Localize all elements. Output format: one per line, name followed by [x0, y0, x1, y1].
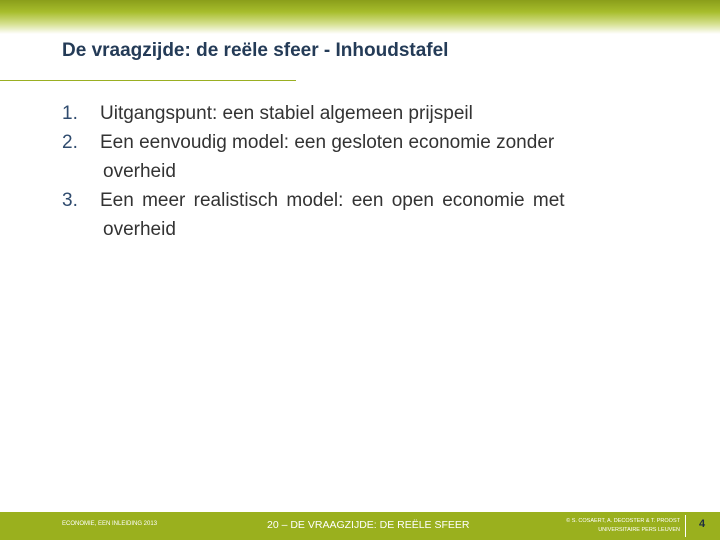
toc-item-continuation: overheid — [103, 219, 176, 240]
page-number: 4 — [698, 518, 706, 530]
title-divider — [0, 80, 296, 81]
table-of-contents — [62, 99, 662, 244]
toc-item-text: Een meer realistisch model: een open economie met — [100, 190, 565, 211]
toc-item-number: 2. — [62, 132, 78, 153]
toc-item-1 — [62, 99, 662, 128]
footer-divider — [685, 515, 686, 537]
toc-item-3 — [62, 186, 662, 244]
toc-item-text: Uitgangspunt: een stabiel algemeen prijspeil — [100, 103, 473, 124]
toc-item-continuation: overheid — [103, 161, 176, 182]
toc-item-number: 3. — [62, 190, 78, 211]
footer-copyright-publisher: UNIVERSITAIRE PERS LEUVEN — [598, 527, 680, 533]
footer-chapter-title: 20 – DE VRAAGZIJDE: DE REËLE SFEER — [267, 519, 470, 531]
slide-title: De vraagzijde: de reële sfeer - Inhoudstafel — [62, 40, 449, 61]
toc-item-text: Een eenvoudig model: een gesloten economie zonder — [100, 132, 555, 153]
footer-copyright — [520, 517, 680, 535]
header-band — [0, 0, 720, 34]
toc-item-2 — [62, 128, 662, 186]
footer-copyright-authors: © S. COSAERT, A. DECOSTER & T. PROOST — [566, 518, 680, 524]
footer-bar — [0, 512, 720, 540]
toc-item-number: 1. — [62, 103, 78, 124]
footer-course-title: ECONOMIE, EEN INLEIDING 2013 — [62, 521, 158, 527]
